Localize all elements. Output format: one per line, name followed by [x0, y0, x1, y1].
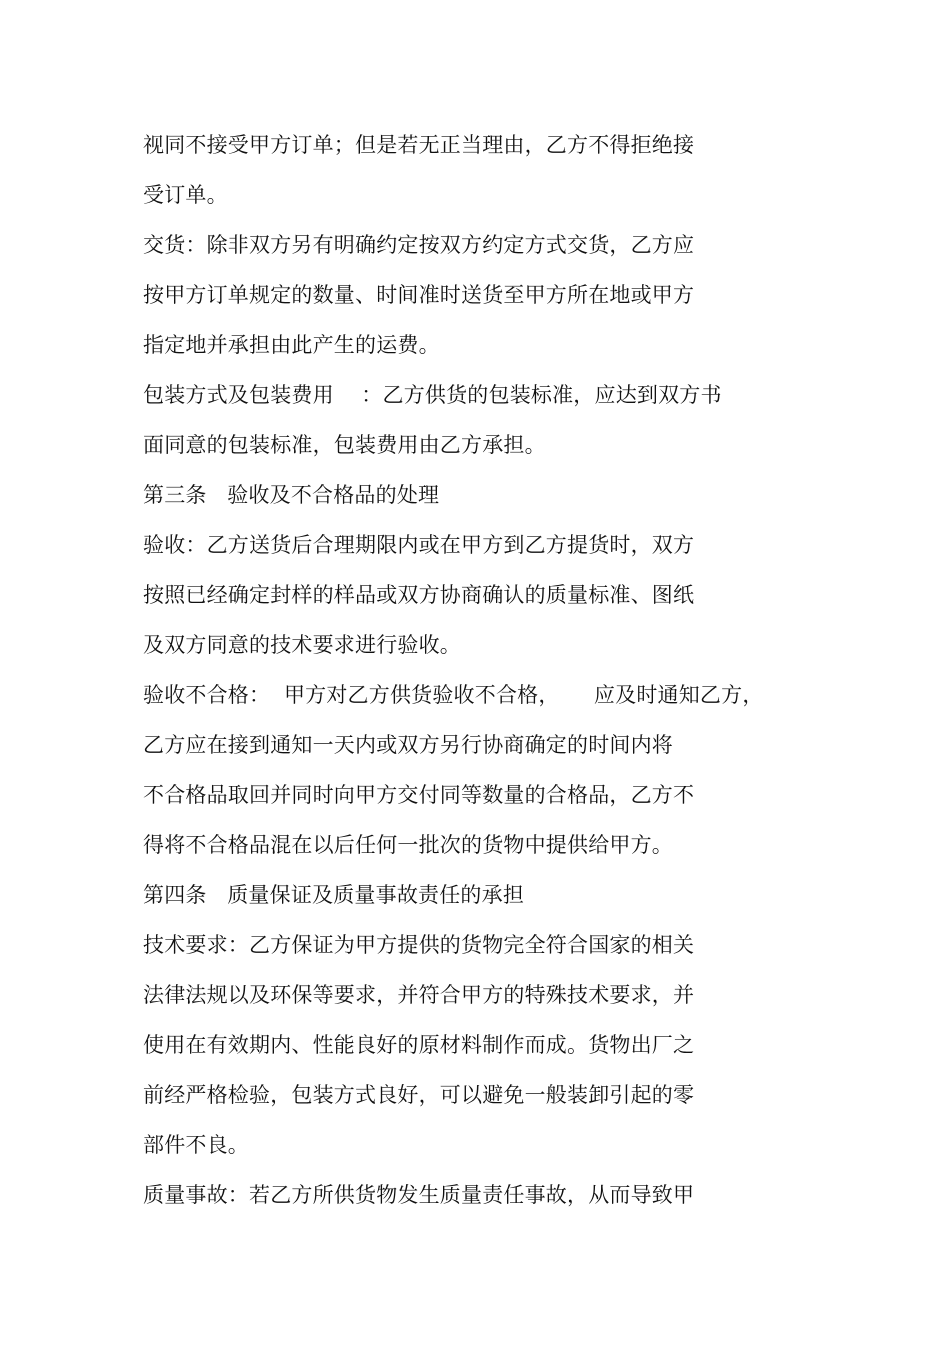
- text-line: 前经严格检验，包装方式良好，可以避免一般装卸引起的零: [143, 1083, 695, 1107]
- text-line: 使用在有效期内、性能良好的原材料制作而成。货物出厂之: [143, 1033, 695, 1057]
- text-line: 验收不合格： 甲方对乙方供货验收不合格， 应及时通知乙方，: [143, 683, 764, 707]
- text-line: 受订单。: [143, 183, 228, 207]
- text-line: 及双方同意的技术要求进行验收。: [143, 633, 461, 657]
- contract-text-body: [143, 120, 843, 1220]
- text-line: 法律法规以及环保等要求，并符合甲方的特殊技术要求，并: [143, 983, 695, 1007]
- text-line: 指定地并承担由此产生的运费。: [143, 333, 440, 357]
- text-line: 质量事故：若乙方所供货物发生质量责任事故，从而导致甲: [143, 1183, 695, 1207]
- text-line: 按甲方订单规定的数量、时间准时送货至甲方所在地或甲方: [143, 283, 695, 307]
- text-line: 验收：乙方送货后合理期限内或在甲方到乙方提货时，双方: [143, 533, 695, 557]
- text-line: 按照已经确定封样的样品或双方协商确认的质量标准、图纸: [143, 583, 695, 607]
- section-heading-article-4: 第四条 质量保证及质量事故责任的承担: [143, 883, 525, 907]
- text-line: 得将不合格品混在以后任何一批次的货物中提供给甲方。: [143, 833, 673, 857]
- text-line: 包装方式及包装费用 ：乙方供货的包装标准，应达到双方书: [143, 383, 722, 407]
- text-line: 视同不接受甲方订单；但是若无正当理由，乙方不得拒绝接: [143, 133, 695, 157]
- text-line: 部件不良。: [143, 1133, 249, 1157]
- text-line: 交货：除非双方另有明确约定按双方约定方式交货，乙方应: [143, 233, 695, 257]
- text-line: 不合格品取回并同时向甲方交付同等数量的合格品，乙方不: [143, 783, 695, 807]
- text-line: 面同意的包装标准，包装费用由乙方承担。: [143, 433, 546, 457]
- text-line: 乙方应在接到通知一天内或双方另行协商确定的时间内将: [143, 733, 673, 757]
- text-line: 技术要求：乙方保证为甲方提供的货物完全符合国家的相关: [143, 933, 695, 957]
- section-heading-article-3: 第三条 验收及不合格品的处理: [143, 483, 440, 507]
